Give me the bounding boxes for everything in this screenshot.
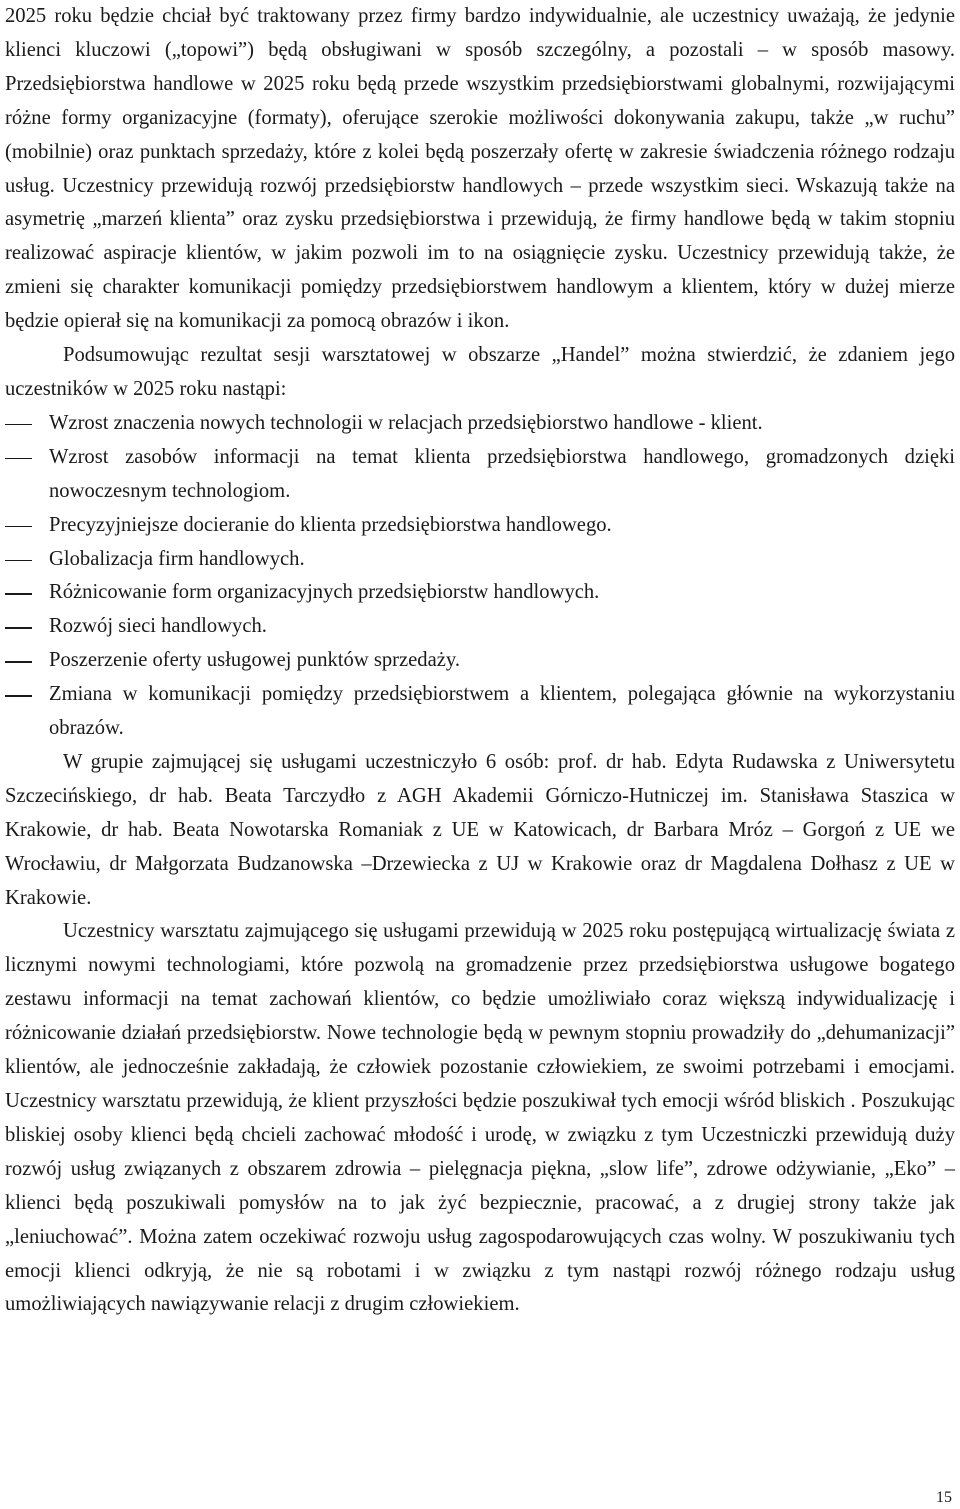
- paragraph-services-forecast: Uczestnicy warsztatu zajmującego się usługami przewidują w 2025 roku postępującą wirtualizację świata z licznymi nowymi technologiami, które pozwolą na gromadzenie przez przedsiębiorstwa usługowe bogatego zestawu informacji na temat zachowań klientów, co będzie umożliwiało coraz większą indywidualizację i różnicowanie działań przedsiębiorstw. Nowe technologie będą w pewnym stopniu prowadziły do „dehumanizacji” klientów, ale jednocześnie zakładają, że człowiek pozostanie człowiekiem, ze swoimi potrzebami i emocjami. Uczestnicy warsztatu przewidują, że klient przyszłości będzie poszukiwał tych emocji wśród bliskich . Poszukując bliskiej osoby klienci będą chcieli zachować młodość i urodę, w związku z tym Uczestniczki przewidują duży rozwój usług związanych z obszarem zdrowia – pielęgnacja piękna, „slow life”, zdrowe odżywianie, „Eko” – klienci będą poszukiwali pomysłów na to jak żyć bezpiecznie, pracować, a z drugiej strony także jak „leniuchować”. Można zatem oczekiwać rozwoju usług zagospodarowujących czas wolny. W poszukiwaniu tych emocji klienci odkryją, że nie są robotami i w związku z tym nastąpi rozwój różnego rodzaju usług umożliwiających nawiązywanie relacji z drugim człowiekiem.: [5, 920, 955, 1316]
- list-item: Poszerzenie oferty usługowej punktów sprzedaży.: [5, 644, 955, 678]
- list-item: Precyzyjniejsze docieranie do klienta przedsiębiorstwa handlowego.: [5, 509, 955, 543]
- document-page: [5, 0, 955, 1322]
- list-item: Rozwój sieci handlowych.: [5, 610, 955, 644]
- list-item: Wzrost zasobów informacji na temat klienta przedsiębiorstwa handlowego, gromadzonych dzięki nowoczesnym technologiom.: [5, 441, 955, 509]
- list-item: Różnicowanie form organizacyjnych przedsiębiorstw handlowych.: [5, 576, 955, 610]
- page-number: 15: [936, 1489, 952, 1506]
- list-item: Wzrost znaczenia nowych technologii w relacjach przedsiębiorstwo handlowe - klient.: [5, 407, 955, 441]
- paragraph-handel-summary: 2025 roku będzie chciał być traktowany przez firmy bardzo indywidualnie, ale uczestnicy uważają, że jedynie klienci kluczowi („topowi”) będą obsługiwani w sposób szczególny, a pozostali – w sposób masowy. Przedsiębiorstwa handlowe w 2025 roku będą przede wszystkim przedsiębiorstwami globalnymi, rozwijającymi różne formy organizacyjne (formaty), oferujące szerokie możliwości dokonywania zakupu, także „w ruchu” (mobilnie) oraz punktach sprzedaży, które z kolei będą poszerzały ofertę w zakresie świadczenia różnego rodzaju usług. Uczestnicy przewidują rozwój przedsiębiorstw handlowych – przede wszystkim sieci. Wskazują także na asymetrię „marzeń klienta” oraz zysku przedsiębiorstwa i przewidują, że firmy handlowe będą w takim stopniu realizować aspiracje klientów, w jakim pozwoli im to na osiągnięcie zysku. Uczestnicy przewidują także, że zmieni się charakter komunikacji pomiędzy przedsiębiorstwem handlowym a klientem, który w dużej mierze będzie opierał się na komunikacji za pomocą obrazów i ikon.: [5, 5, 955, 333]
- conclusion-list: [5, 407, 955, 746]
- list-item: Globalizacja firm handlowych.: [5, 543, 955, 577]
- paragraph-workshop-conclusion-intro: Podsumowując rezultat sesji warsztatowej w obszarze „Handel” można stwierdzić, że zdaniem jego uczestników w 2025 roku nastąpi:: [5, 344, 955, 400]
- paragraph-services-participants: W grupie zajmującej się usługami uczestniczyło 6 osób: prof. dr hab. Edyta Rudawska z Uniwersytetu Szczecińskiego, dr hab. Beata Tarczydło z AGH Akademii Górniczo-Hutniczej im. Stanisława Staszica w Krakowie, dr hab. Beata Nowotarska Romaniak z UE w Katowicach, dr Barbara Mróz – Gorgoń z UE we Wrocławiu, dr Małgorzata Budzanowska –Drzewiecka z UJ w Krakowie oraz dr Magdalena Dołhasz z UE w Krakowie.: [5, 750, 955, 909]
- list-item: Zmiana w komunikacji pomiędzy przedsiębiorstwem a klientem, polegająca głównie na wykorzystaniu obrazów.: [5, 678, 955, 746]
